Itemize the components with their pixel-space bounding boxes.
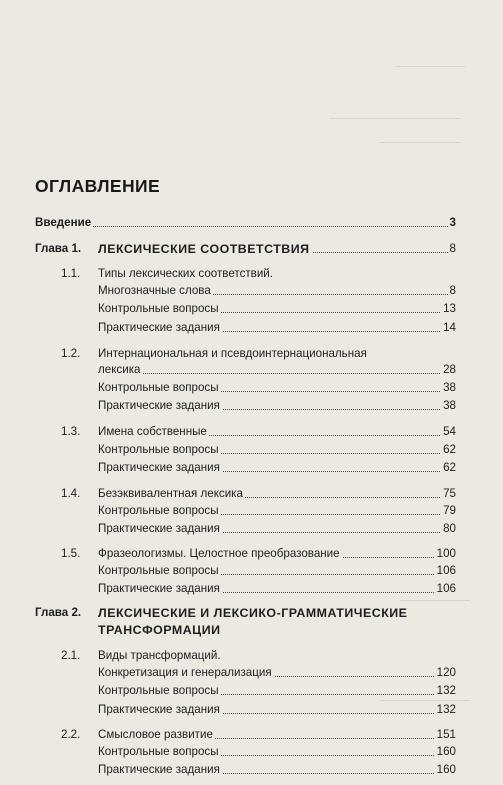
section-title-line: лексика	[98, 363, 141, 376]
entry-page: 38	[443, 381, 456, 394]
toc-entry-subitem[interactable]	[98, 503, 456, 519]
chapter-title: ТРАНСФОРМАЦИИ	[98, 623, 221, 637]
section-title-line: Имена собственные	[98, 425, 207, 438]
toc-entry-intro[interactable]	[35, 215, 456, 231]
subitem-label: Контрольные вопросы	[98, 564, 219, 577]
toc-entry-subitem[interactable]	[98, 320, 456, 336]
subitem-label: Контрольные вопросы	[98, 684, 219, 697]
toc-entry-subitem[interactable]	[98, 683, 456, 699]
entry-page: 160	[436, 763, 456, 776]
entry-page: 3	[449, 216, 456, 229]
toc-entry-subitem[interactable]	[98, 581, 456, 597]
entry-page: 62	[443, 443, 456, 456]
entry-page: 132	[436, 684, 456, 697]
entry-page: 100	[436, 547, 456, 560]
chapter-title: ЛЕКСИЧЕСКИЕ СООТВЕТСТВИЯ	[98, 242, 310, 256]
section-number: 1.1.	[61, 267, 81, 280]
chapter-title: ЛЕКСИЧЕСКИЕ И ЛЕКСИКО-ГРАММАТИЧЕСКИЕ	[98, 606, 408, 620]
toc-entry-subitem[interactable]	[98, 563, 456, 579]
entry-label: Введение	[35, 216, 92, 229]
section-number: 1.4.	[61, 487, 81, 500]
entry-page: 38	[443, 399, 456, 412]
toc-entry-section[interactable]	[98, 283, 456, 299]
entry-page: 160	[436, 745, 456, 758]
toc-entry-section[interactable]	[98, 546, 456, 562]
entry-page: 13	[443, 302, 456, 315]
toc-entry-subitem[interactable]	[98, 702, 456, 718]
subitem-label: Контрольные вопросы	[98, 443, 219, 456]
toc-entry-subitem[interactable]	[98, 460, 456, 476]
entry-page: 79	[443, 504, 456, 517]
entry-page: 151	[436, 728, 456, 741]
subitem-label: Практические задания	[98, 461, 220, 474]
entry-page: 8	[449, 242, 456, 255]
subitem-label: Контрольные вопросы	[98, 381, 219, 394]
subitem-label: Практические задания	[98, 399, 220, 412]
subitem-label: Практические задания	[98, 522, 220, 535]
toc-entry-subitem[interactable]	[98, 301, 456, 317]
section-title-line: Безэквивалентная лексика	[98, 487, 243, 500]
section-title-line: Фразеологизмы. Целостное преобразование	[98, 547, 340, 560]
subitem-label: Контрольные вопросы	[98, 504, 219, 517]
section-title-line: Виды трансформаций.	[98, 649, 221, 662]
toc-title: ОГЛАВЛЕНИЕ	[35, 176, 161, 196]
toc-entry-section[interactable]	[98, 486, 456, 502]
section-title-line: Конкретизация и генерализация	[98, 666, 272, 679]
entry-page: 120	[436, 666, 456, 679]
entry-page: 54	[443, 425, 456, 438]
toc-entry-subitem[interactable]	[98, 380, 456, 396]
subitem-label: Контрольные вопросы	[98, 745, 219, 758]
subitem-label: Практические задания	[98, 321, 220, 334]
subitem-label: Контрольные вопросы	[98, 302, 219, 315]
entry-page: 106	[436, 582, 456, 595]
toc-entry-section[interactable]	[98, 665, 456, 681]
toc-entry-section[interactable]	[98, 727, 456, 743]
section-title-line: Типы лексических соответствий.	[98, 267, 274, 280]
toc-entry-section[interactable]	[98, 362, 456, 378]
toc-entry-subitem[interactable]	[98, 521, 456, 537]
section-title-line: Интернациональная и псевдоинтернациональная	[98, 347, 367, 360]
entry-page: 8	[449, 284, 456, 297]
entry-page: 80	[443, 522, 456, 535]
toc-entry-subitem[interactable]	[98, 398, 456, 414]
toc-entry-subitem[interactable]	[98, 744, 456, 760]
toc-entry-subitem[interactable]	[98, 762, 456, 778]
entry-page: 28	[443, 363, 456, 376]
entry-page: 14	[443, 321, 456, 334]
subitem-label: Практические задания	[98, 763, 220, 776]
section-number: 2.1.	[61, 649, 81, 662]
section-number: 2.2.	[61, 728, 81, 741]
section-number: 1.5.	[61, 547, 81, 560]
toc-entry-chapter-1[interactable]	[98, 241, 456, 257]
subitem-label: Практические задания	[98, 703, 220, 716]
section-number: 1.3.	[61, 425, 81, 438]
section-number: 1.2.	[61, 347, 81, 360]
subitem-label: Практические задания	[98, 582, 220, 595]
entry-page: 132	[436, 703, 456, 716]
toc-entry-subitem[interactable]	[98, 442, 456, 458]
chapter-label: Глава 2.	[35, 606, 82, 619]
entry-page: 62	[443, 461, 456, 474]
toc-entry-section[interactable]	[98, 424, 456, 440]
section-title-line: Многозначные слова	[98, 284, 211, 297]
section-title-line: Смысловое развитие	[98, 728, 213, 741]
entry-page: 75	[443, 487, 456, 500]
chapter-label: Глава 1.	[35, 242, 82, 255]
entry-page: 106	[436, 564, 456, 577]
